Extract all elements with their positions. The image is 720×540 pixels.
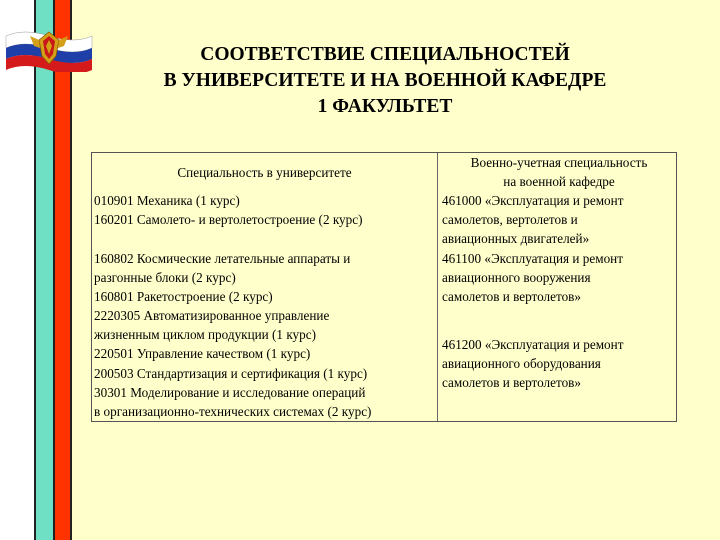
flag-emblem-icon [4, 26, 94, 72]
page-title [110, 42, 660, 120]
university-specialty: жизненным циклом продукции (1 курс) [94, 327, 316, 342]
header-right-line: Военно-учетная специальность [470, 155, 648, 170]
military-specialty: самолетов и вертолетов» [442, 289, 581, 304]
stripe-red [54, 0, 71, 540]
header-right [440, 153, 678, 191]
stripe-white [0, 0, 35, 540]
university-specialty: 160201 Самолето- и вертолетостроение (2 курс) [94, 212, 363, 227]
military-specialty: авиационных двигателей» [442, 231, 590, 246]
military-specialty: авиационного оборудования [442, 356, 601, 371]
column-divider [437, 153, 438, 421]
university-specialty: 200503 Стандартизация и сертификация (1 курс) [94, 366, 368, 381]
title-line-1: СООТВЕТСТВИЕ СПЕЦИАЛЬНОСТЕЙ [200, 44, 570, 65]
military-specialty: 461200 «Эксплуатация и ремонт [442, 337, 624, 352]
university-specialty: 2220305 Автоматизированное управление [94, 308, 330, 323]
military-specialty: 461000 «Эксплуатация и ремонт [442, 193, 624, 208]
university-specialty: 160801 Ракетостроение (2 курс) [94, 289, 273, 304]
title-line-3: 1 ФАКУЛЬТЕТ [317, 96, 453, 117]
university-specialty: 30301 Моделирование и исследование операций [94, 385, 366, 400]
military-specialty: самолетов, вертолетов и [442, 212, 578, 227]
title-line-2: В УНИВЕРСИТЕТЕ И НА ВОЕННОЙ КАФЕДРЕ [163, 70, 607, 91]
university-specialty: 010901 Механика (1 курс) [94, 193, 240, 208]
military-specialty: самолетов и вертолетов» [442, 375, 581, 390]
stripe-divider [70, 0, 72, 540]
university-specialty: разгонные блоки (2 курс) [94, 270, 236, 285]
specialties-table [91, 152, 677, 422]
stripe-teal [35, 0, 54, 540]
university-specialty: 160802 Космические летательные аппараты и [94, 251, 351, 266]
university-specialty: в организационно-технических системах (2 курс) [94, 404, 372, 419]
stripe-divider [34, 0, 36, 540]
military-specialty: авиационного вооружения [442, 270, 591, 285]
military-specialty: 461100 «Эксплуатация и ремонт [442, 251, 623, 266]
stripe-divider [53, 0, 55, 540]
header-left: Специальность в университете [177, 165, 352, 180]
header-right-line: на военной кафедре [503, 174, 615, 189]
university-specialty: 220501 Управление качеством (1 курс) [94, 346, 311, 361]
